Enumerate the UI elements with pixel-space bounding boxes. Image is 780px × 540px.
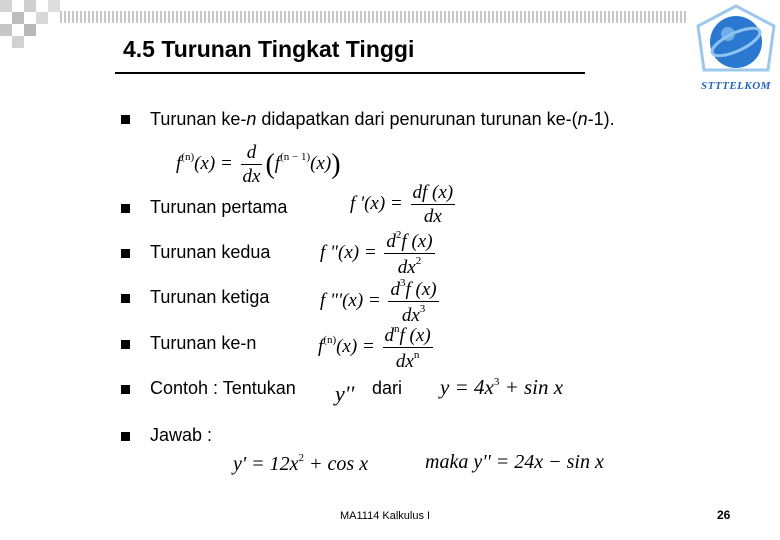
bullet-marker <box>121 385 130 394</box>
title-underline <box>115 72 585 74</box>
sttelkom-logo <box>692 4 780 94</box>
bullet-marker <box>121 340 130 349</box>
bullet-text: Turunan ke-n <box>150 333 257 353</box>
formula-third-derivative: f "'(x) = $\frac{d^3f (x)}{dx^3}$ <box>320 277 437 326</box>
bullet-text: Turunan kedua <box>150 242 271 262</box>
bullet-marker <box>121 115 130 124</box>
page-number: 26 <box>717 508 731 522</box>
formula-nth-derivative: $f^{(n)}(x)$ = $\frac{d^nf (x)}{dx^n}$ <box>318 323 431 372</box>
bullet-text: Turunan pertama <box>150 197 288 217</box>
formula-first-derivative: f '(x) = $\frac{df (x)}{dx}$ <box>350 182 454 227</box>
decorative-stripe-bar <box>60 11 688 23</box>
bullet-marker <box>121 249 130 258</box>
bullet-marker <box>121 432 130 441</box>
formula-second-derivative: f "(x) = $\frac{d^2f (x)}{dx^2}$ <box>320 229 433 278</box>
globe-icon <box>692 4 780 80</box>
logo-text: STTTELKOM <box>701 80 771 92</box>
footer-text: MA1114 Kalkulus I <box>340 510 431 522</box>
formula-answer-second: maka y'' = 24x − sin x <box>425 451 604 473</box>
slide-title: 4.5 Turunan Tingkat Tinggi <box>123 36 415 62</box>
formula-answer-first: $y' = 12x^2 + \cos x$ <box>233 452 369 475</box>
checker-pattern <box>0 0 60 50</box>
formula-example-target: y'' <box>335 381 355 406</box>
bullet-text-tail: dari <box>372 378 403 398</box>
bullet-marker <box>121 294 130 303</box>
formula-general: $f^{(n)}(x)$ = $\frac{d}{dx}$ $(f^{(n - 1)}(x))$ <box>176 142 341 187</box>
bullet-text: Jawab : <box>150 425 213 445</box>
bullet-text: Contoh : Tentukan <box>150 378 296 398</box>
bullet-text: Turunan ketiga <box>150 287 270 307</box>
bullet-text: Turunan ke-n didapatkan dari penurunan turunan ke-(n-1). <box>150 109 615 129</box>
formula-example-function: $y = 4x^3 + \sin x$ <box>440 375 564 399</box>
bullet-marker <box>121 204 130 213</box>
